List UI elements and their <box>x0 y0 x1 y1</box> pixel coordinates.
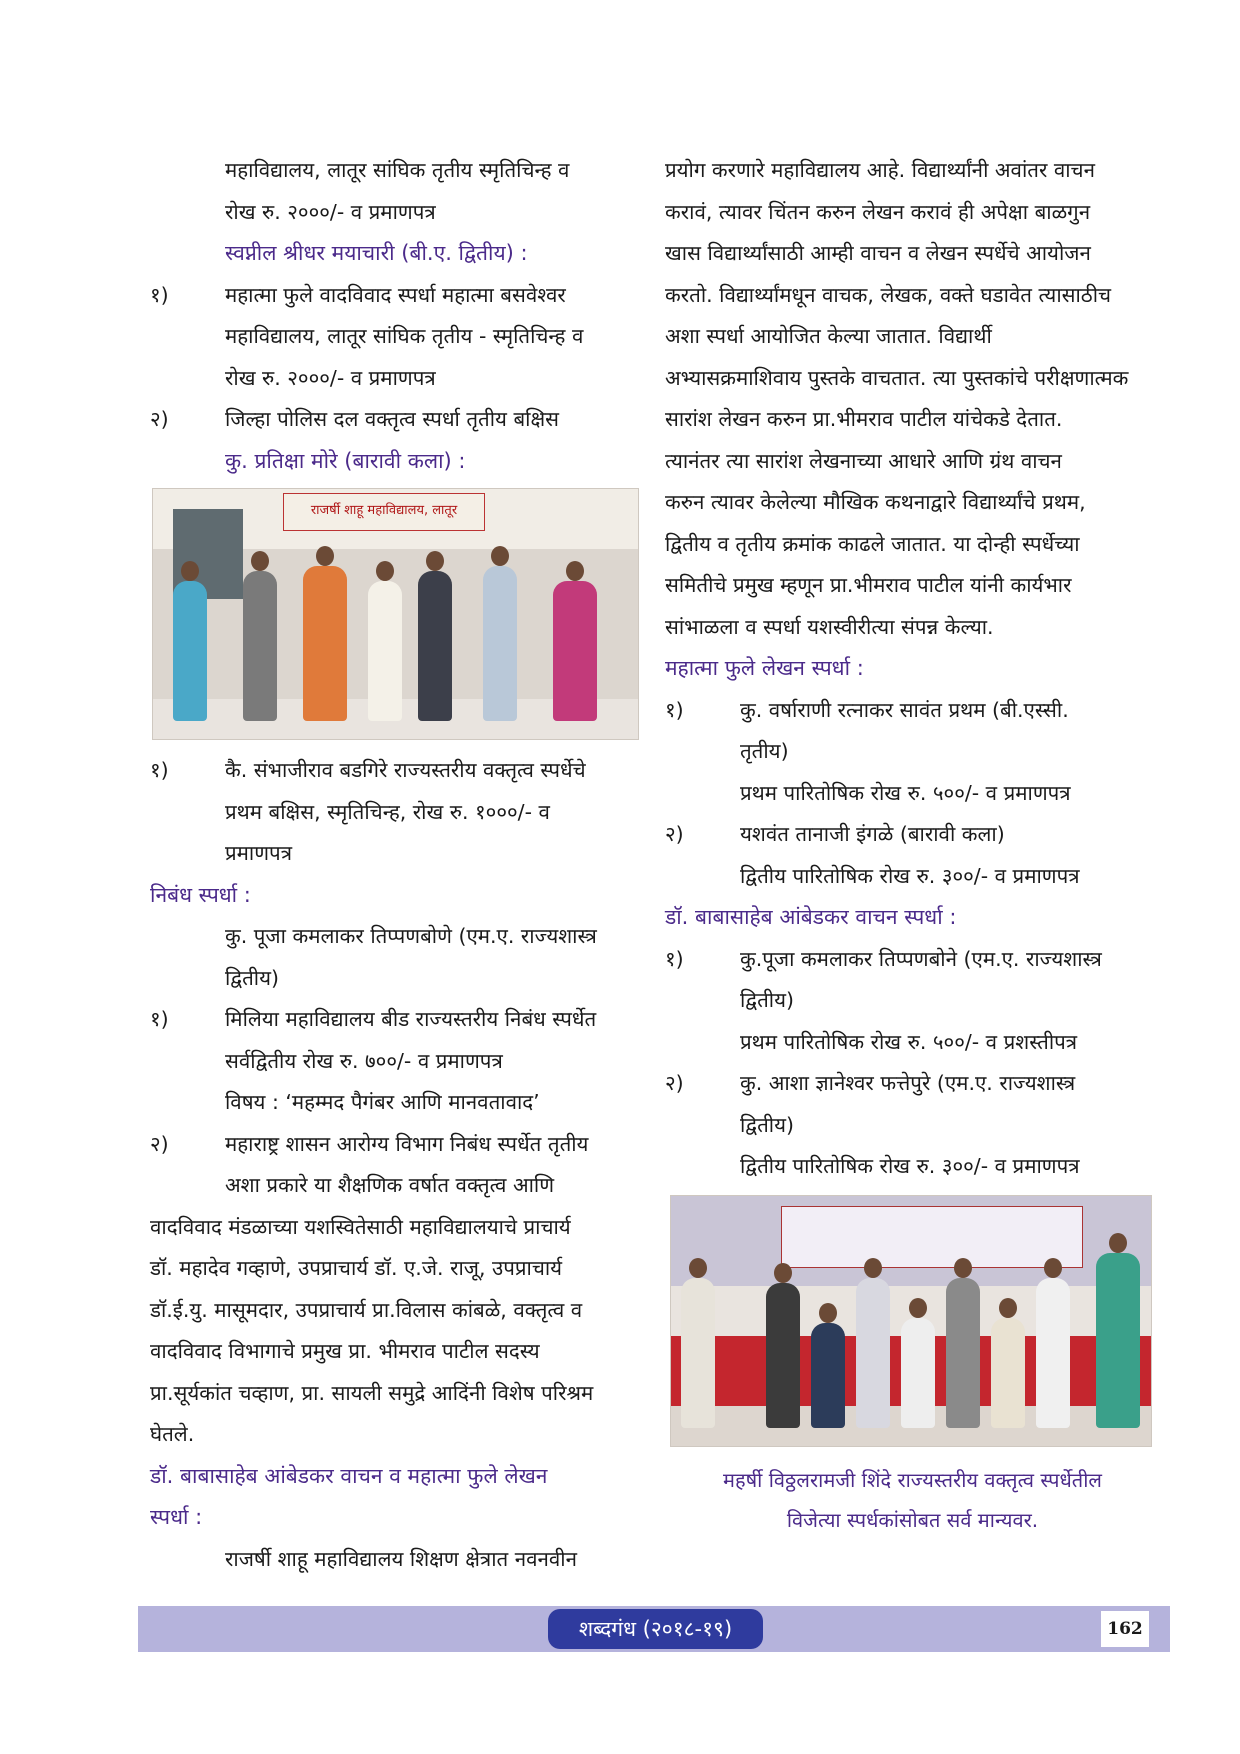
person <box>946 1278 980 1428</box>
list-number: १) <box>150 1007 169 1031</box>
section-heading: डॉ. बाबासाहेब आंबेडकर वाचन स्पर्धा : <box>665 905 957 929</box>
list-item <box>665 1063 1160 1105</box>
text-line: द्वितीय व तृतीय क्रमांक काढले जातात. या दोन्ही स्पर्धेच्या <box>665 531 1080 556</box>
list-text: महाराष्ट्र शासन आरोग्य विभाग निबंध स्पर्धेत तृतीय <box>225 1131 589 1156</box>
text-line: महाविद्यालय, लातूर सांघिक तृतीय - स्मृतिचिन्ह व <box>225 324 584 348</box>
list-text: कु. आशा ज्ञानेश्वर फत्तेपुरे (एम.ए. राज्यशास्त्र <box>740 1071 1076 1095</box>
page-number: 162 <box>1101 1611 1149 1647</box>
list-item <box>150 750 640 792</box>
left-column <box>150 150 640 482</box>
person <box>811 1323 845 1428</box>
text-line: विषय : ‘महम्मद पैगंबर आणि मानवतावाद’ <box>225 1090 540 1114</box>
list-number: २) <box>665 822 684 846</box>
text-line: वादविवाद मंडळाच्या यशस्वितेसाठी महाविद्यालयाचे प्राचार्य <box>150 1214 571 1239</box>
person <box>553 581 597 721</box>
list-number: २) <box>150 407 169 431</box>
journal-title: शब्दगंध (२०१८-१९) <box>548 1609 763 1649</box>
section-heading: निबंध स्पर्धा : <box>150 882 251 907</box>
award-photo <box>152 488 639 740</box>
person-head <box>774 1263 792 1283</box>
text-line: प्रथम पारितोषिक रोख रु. ५००/- व प्रशस्तीपत्र <box>740 1029 1078 1054</box>
section-heading: कु. प्रतिक्षा मोरे (बारावी कला) : <box>225 448 466 473</box>
list-item <box>665 690 1160 732</box>
list-text: कै. संभाजीराव बडगिरे राज्यस्तरीय वक्तृत्व स्पर्धेचे <box>225 758 586 782</box>
list-text: कु.पूजा कमलाकर तिप्पणबोने (एम.ए. राज्यशास्त्र <box>740 946 1102 971</box>
text-line: करावं, त्यावर चिंतन करुन लेखन करावं ही अपेक्षा बाळगुन <box>665 199 1091 224</box>
banner-text: राजर्षी शाहू महाविद्यालय, लातूर <box>310 503 458 518</box>
list-number: २) <box>665 1071 684 1095</box>
section-heading: महात्मा फुले लेखन स्पर्धा : <box>665 656 864 680</box>
list-text: मिलिया महाविद्यालय बीड राज्यस्तरीय निबंध स्पर्धेत <box>225 1007 597 1031</box>
list-item <box>665 939 1160 981</box>
text-line: घेतले. <box>150 1422 195 1446</box>
person-head <box>909 1298 927 1318</box>
winners-photo <box>670 1195 1152 1447</box>
list-text: महात्मा फुले वादविवाद स्पर्धा महात्मा बसवेश्वर <box>225 282 566 307</box>
list-number: १) <box>665 697 684 722</box>
person-head <box>819 1303 837 1323</box>
person-head <box>491 546 509 566</box>
text-line: अभ्यासक्रमाशिवाय पुस्तके वाचतात. त्या पुस्तकांचे परीक्षणात्मक <box>665 365 1129 390</box>
list-number: १) <box>150 282 169 307</box>
person-head <box>566 561 584 581</box>
text-line: सांभाळला व स्पर्धा यशस्वीरीत्या संपन्न केल्या. <box>665 614 994 639</box>
person-head <box>181 561 199 581</box>
list-number: २) <box>150 1131 169 1156</box>
person <box>1096 1253 1140 1428</box>
list-item <box>150 1124 640 1166</box>
person-head <box>376 561 394 581</box>
text-line: करुन त्यावर केलेल्या मौखिक कथनाद्वारे विद्यार्थ्यांचे प्रथम, <box>665 490 1086 514</box>
person-head <box>426 551 444 571</box>
person-head <box>316 546 334 566</box>
text-line: द्वितीय) <box>225 965 279 990</box>
text-line: डॉ. महादेव गव्हाणे, उपप्राचार्य डॉ. ए.जे. राजू, उपप्राचार्य <box>150 1256 563 1280</box>
footer-band <box>138 1606 1170 1652</box>
text-line: त्यानंतर त्या सारांश लेखनाच्या आधारे आणि ग्रंथ वाचन <box>665 448 1062 473</box>
text-line: द्वितीय) <box>740 1112 794 1137</box>
person <box>901 1318 935 1428</box>
event-banner <box>781 1206 1083 1268</box>
text-line: प्रयोग करणारे महाविद्यालय आहे. विद्यार्थ्यांनी अवांतर वाचन <box>665 158 1095 182</box>
text-line: प्रमाणपत्र <box>225 841 293 865</box>
text-line: समितीचे प्रमुख म्हणून प्रा.भीमराव पाटील यांनी कार्यभार <box>665 573 1072 597</box>
text-line: तृतीय) <box>740 739 789 763</box>
list-item <box>150 399 640 441</box>
photo-caption-line: महर्षी विठ्ठलरामजी शिंदे राज्यस्तरीय वक्तृत्व स्पर्धेतील <box>723 1468 1102 1492</box>
text-line: रोख रु. २०००/- व प्रमाणपत्र <box>225 199 436 224</box>
list-item <box>150 275 640 317</box>
person <box>243 571 277 721</box>
person <box>418 571 452 721</box>
section-heading: डॉ. बाबासाहेब आंबेडकर वाचन व महात्मा फुले लेखन <box>150 1463 548 1488</box>
list-number: १) <box>665 946 684 971</box>
text-line: प्रा.सूर्यकांत चव्हाण, प्रा. सायली समुद्रे आदिंनी विशेष परिश्रम <box>150 1380 594 1405</box>
list-number: १) <box>150 758 169 782</box>
text-line: द्वितीय) <box>740 988 794 1012</box>
list-text: यशवंत तानाजी इंगळे (बारावी कला) <box>740 822 1005 846</box>
person-head <box>689 1258 707 1278</box>
person <box>368 581 402 721</box>
text-line: अशा स्पर्धा आयोजित केल्या जातात. विद्यार्थी <box>665 324 992 348</box>
text-line: द्वितीय पारितोषिक रोख रु. ३००/- व प्रमाणपत्र <box>740 863 1080 888</box>
text-line: द्वितीय पारितोषिक रोख रु. ३००/- व प्रमाणपत्र <box>740 1154 1080 1178</box>
text-line: प्रथम पारितोषिक रोख रु. ५००/- व प्रमाणपत्र <box>740 780 1071 805</box>
list-item <box>150 999 640 1041</box>
person-head <box>251 551 269 571</box>
person <box>1036 1278 1070 1428</box>
right-column <box>665 150 1160 1188</box>
college-banner <box>283 493 485 531</box>
person-head <box>864 1258 882 1278</box>
text-line: महाविद्यालय, लातूर सांघिक तृतीय स्मृतिचिन्ह व <box>225 158 570 182</box>
person <box>991 1318 1025 1428</box>
text-line: डॉ.ई.यु. मासूमदार, उपप्राचार्य प्रा.विलास कांबळे, वक्तृत्व व <box>150 1297 583 1322</box>
text-line: कु. पूजा कमलाकर तिप्पणबोणे (एम.ए. राज्यशास्त्र <box>225 924 597 948</box>
person <box>173 581 207 721</box>
person-head <box>1109 1233 1127 1253</box>
text-line: रोख रु. २०००/- व प्रमाणपत्र <box>225 365 436 390</box>
list-text: जिल्हा पोलिस दल वक्तृत्व स्पर्धा तृतीय बक्षिस <box>225 407 560 431</box>
text-line: अशा प्रकारे या शैक्षणिक वर्षात वक्तृत्व आणि <box>225 1173 555 1197</box>
text-line: करतो. विद्यार्थ्यांमधून वाचक, लेखक, वक्ते घडावेत त्यासाठीच <box>665 282 1112 307</box>
person <box>766 1283 800 1428</box>
text-line: प्रथम बक्षिस, स्मृतिचिन्ह, रोख रु. १०००/- व <box>225 799 550 824</box>
person-head <box>1044 1258 1062 1278</box>
person <box>856 1278 890 1428</box>
section-heading: स्वप्नील श्रीधर मयाचारी (बी.ए. द्वितीय) : <box>225 241 528 265</box>
person <box>681 1278 715 1428</box>
person <box>303 566 347 721</box>
section-heading: स्पर्धा : <box>150 1505 203 1529</box>
person <box>483 566 517 721</box>
person-head <box>954 1258 972 1278</box>
text-line: सर्वद्वितीय रोख रु. ७००/- व प्रमाणपत्र <box>225 1048 503 1073</box>
photo-caption-line: विजेत्या स्पर्धकांसोबत सर्व मान्यवर. <box>786 1508 1039 1532</box>
person-head <box>999 1298 1017 1318</box>
left-column-continued <box>150 750 640 1580</box>
list-text: कु. वर्षाराणी रत्नाकर सावंत प्रथम (बी.एस्सी. <box>740 697 1069 722</box>
text-line: सारांश लेखन करुन प्रा.भीमराव पाटील यांचेकडे देतात. <box>665 407 1063 431</box>
list-item <box>665 814 1160 856</box>
text-line: खास विद्यार्थ्यांसाठी आम्ही वाचन व लेखन स्पर्धेचे आयोजन <box>665 241 1091 265</box>
text-line: वादविवाद विभागाचे प्रमुख प्रा. भीमराव पाटील सदस्य <box>150 1339 540 1363</box>
text-line: राजर्षी शाहू महाविद्यालय शिक्षण क्षेत्रात नवनवीन <box>225 1546 577 1571</box>
